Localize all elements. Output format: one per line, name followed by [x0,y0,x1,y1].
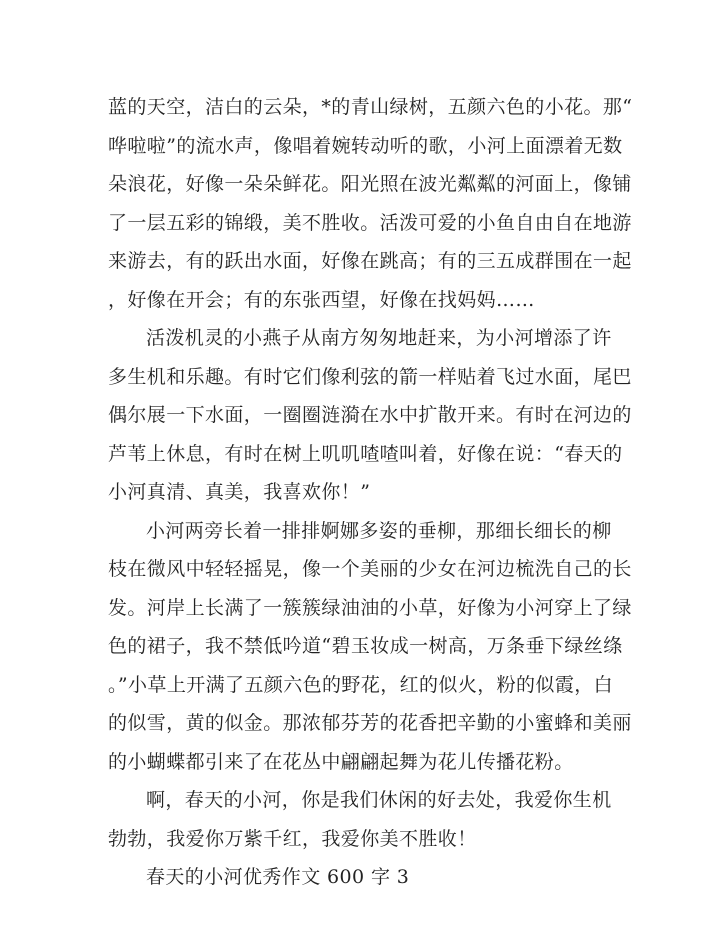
text-line: 芦苇上休息，有时在树上叽叽喳喳叫着，好像在说：“春天的 [108,442,623,465]
paragraph-first-line: 小河两旁长着一排排婀娜多姿的垂柳，那细长细长的柳 [146,519,612,542]
text-line: 多生机和乐趣。有时它们像利弦的箭一样贴着飞过水面，尾巴 [108,365,632,388]
text-line: 色的裙子，我不禁低吟道“碧玉妆成一树高，万条垂下绿丝绦 [108,635,623,657]
text-line: 偶尔展一下水面，一圈圈涟漪在水中扩散开来。有时在河边的 [108,404,632,426]
paragraph-first-line: 活泼机灵的小燕子从南方匆匆地赶来，为小河增添了许 [146,327,612,349]
text-line: 的似雪，黄的似金。那浓郁芬芳的花香把辛勤的小蜜蜂和美丽 [108,712,632,734]
text-line: 发。河岸上长满了一簇簇绿油油的小草，好像为小河穿上了绿 [108,596,632,619]
text-line: ，好像在开会；有的东张西望，好像在找妈妈…… [108,288,535,311]
text-line: 的小蝴蝶都引来了在花丛中翩翩起舞为花儿传播花粉。 [108,750,574,773]
text-line: 蓝的天空，洁白的云朵，*的青山绿树，五颜六色的小花。那“ [108,96,633,118]
text-line: 枝在微风中轻轻摇晃，像一个美丽的少女在河边梳洗自己的长 [108,558,632,580]
text-line: 了一层五彩的锦缎，美不胜收。活泼可爱的小鱼自由自在地游 [108,211,632,234]
paragraph-first-line: 啊，春天的小河，你是我们休闲的好去处，我爱你生机 [146,789,612,811]
text-line: 勃勃，我爱你万紫千红，我爱你美不胜收！ [108,827,477,850]
essay-body [108,88,633,897]
text-line: 来游去，有的跃出水面，好像在跳高；有的三五成群围在一起 [108,250,632,272]
text-line: 哗啦啦”的流水声，像唱着婉转动听的歌，小河上面漂着无数 [108,134,623,157]
text-line: 。”小草上开满了五颜六色的野花，红的似火，粉的似霞，白 [108,673,614,696]
text-line: 小河真清、真美，我喜欢你！” [108,481,371,503]
text-line: 朵浪花，好像一朵朵鲜花。阳光照在波光粼粼的河面上，像铺 [108,173,632,195]
section-heading: 春天的小河优秀作文 600 字 3 [146,866,410,888]
